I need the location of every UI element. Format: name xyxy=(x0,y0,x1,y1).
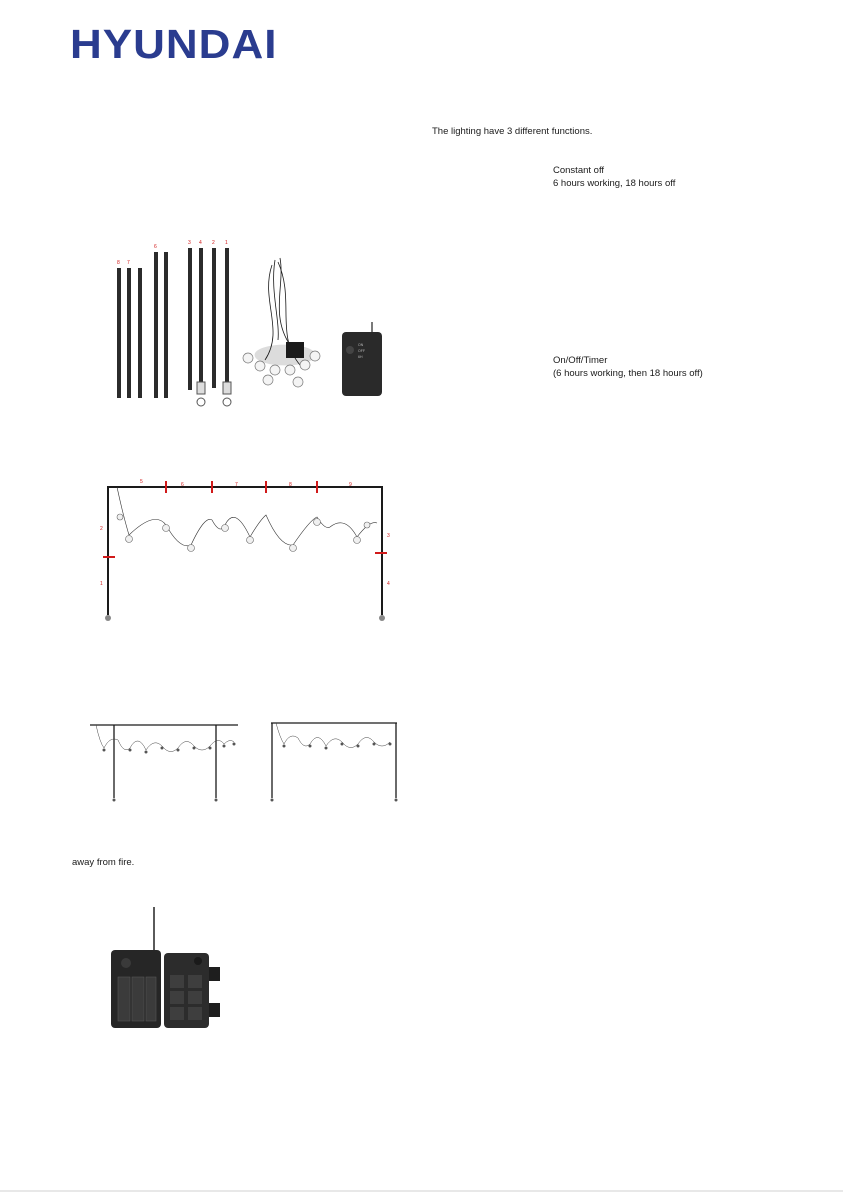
mode-2-title: On/Off/Timer xyxy=(553,355,608,366)
functions-intro: The lighting have 3 different functions. xyxy=(432,126,593,137)
leg-number: 3 xyxy=(387,533,390,539)
mode-1-desc: 6 hours working, 18 hours off xyxy=(553,178,676,189)
controller-box xyxy=(286,342,304,358)
brand-logo: HYUNDAI xyxy=(70,22,278,68)
pole-number: 8 xyxy=(117,260,120,266)
pole-number: 4 xyxy=(199,240,202,246)
pole-number: 6 xyxy=(154,244,157,250)
stake-ends xyxy=(105,615,385,621)
pole-set xyxy=(117,248,229,398)
light-drapes xyxy=(117,487,377,546)
string-lights xyxy=(255,258,315,365)
open-battery-box-illustration xyxy=(108,905,223,1030)
bar-number: 8 xyxy=(289,482,292,488)
bar-number: 9 xyxy=(349,482,352,488)
mode-1-title: Constant off xyxy=(553,165,605,176)
box-label-off: OFF xyxy=(358,349,365,353)
leg-number: 2 xyxy=(100,526,103,532)
layout-variant-a xyxy=(88,718,240,808)
assembly-illustration xyxy=(95,475,395,635)
box-label-timer: 6H xyxy=(358,355,363,359)
pole-number: 2 xyxy=(212,240,215,246)
pole-number: 1 xyxy=(225,240,228,246)
fire-warning: away from fire. xyxy=(72,857,135,868)
pole-number: 7 xyxy=(127,260,130,266)
bar-number: 6 xyxy=(181,482,184,488)
leg-number: 4 xyxy=(387,581,390,587)
pole-number: 3 xyxy=(188,240,191,246)
box-label-on: ON xyxy=(358,343,364,347)
bar-number: 5 xyxy=(140,479,143,485)
leg-number: 1 xyxy=(100,581,103,587)
mode-2-desc: (6 hours working, then 18 hours off) xyxy=(553,368,703,379)
parts-illustration xyxy=(100,230,400,415)
bar-number: 7 xyxy=(235,482,238,488)
battery-box xyxy=(342,322,382,396)
layout-variant-b xyxy=(268,718,400,808)
pole-numbers xyxy=(117,240,228,266)
